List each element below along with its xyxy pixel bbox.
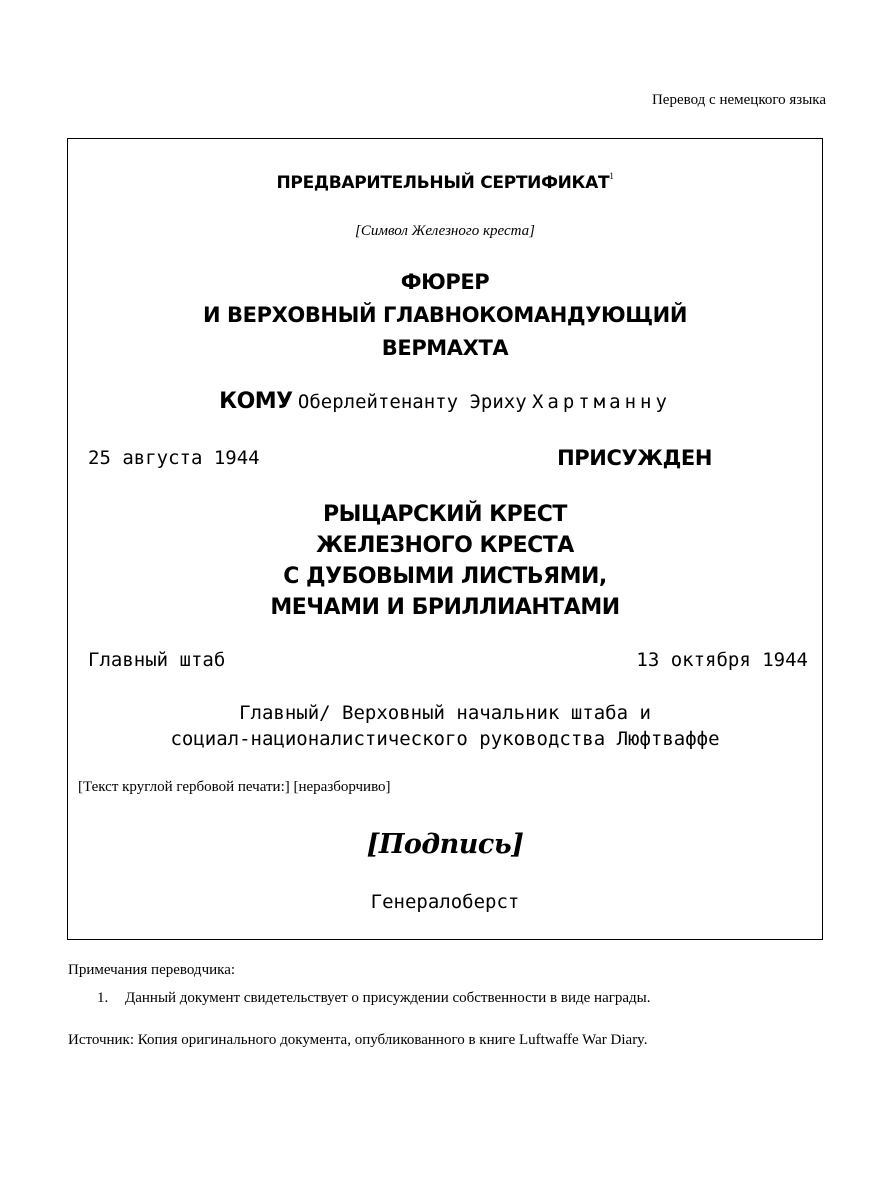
footnote-marker: 1 <box>609 171 614 181</box>
recipient-surname: Хартманну <box>531 391 671 413</box>
award-line: РЫЦАРСКИЙ КРЕСТ <box>323 502 567 527</box>
seal-text: [Текст круглой гербовой печати:] [неразборчиво] <box>78 779 391 795</box>
fuhrer-line: ФЮРЕР <box>400 270 490 294</box>
source-line: Источник: Копия оригинального документа, опубликованного в книге Luftwaffe War Diary. <box>68 1032 648 1048</box>
chief-line: Главный/ Верховный начальник штаба и <box>239 702 651 724</box>
notes-title: Примечания переводчика: <box>68 962 236 978</box>
award-name <box>68 499 822 623</box>
chief-line: социал-националистического руководства Люфтваффе <box>170 728 720 750</box>
translation-note: Перевод с немецкого языка <box>651 92 826 108</box>
award-line: МЕЧАМИ И БРИЛЛИАНТАМИ <box>270 595 620 620</box>
certificate-title: ПРЕДВАРИТЕЛЬНЫЙ СЕРТИФИКАТ$^1$ <box>276 171 614 193</box>
fuhrer-heading <box>68 266 822 365</box>
note-text: Данный документ свидетельствует о присуждении собственности в виде награды. <box>125 990 651 1006</box>
signature: [Подпись] <box>366 829 524 860</box>
award-date: 25 августа 1944 <box>88 447 260 469</box>
award-line: С ДУБОВЫМИ ЛИСТЬЯМИ, <box>283 564 607 589</box>
signer-rank: Генералоберст <box>370 891 520 913</box>
note-item <box>97 990 651 1007</box>
issue-date: 13 октября 1944 <box>636 649 808 671</box>
certificate-frame <box>67 138 823 940</box>
chief-of-staff-title <box>68 700 822 752</box>
awarded-label: ПРИСУЖДЕН <box>557 446 712 470</box>
iron-cross-symbol-note: [Символ Железного креста] <box>355 223 535 239</box>
fuhrer-line: ВЕРМАХТА <box>381 336 509 360</box>
note-number: 1. <box>97 990 109 1006</box>
recipient-name: Оберлейтенанту Эриху <box>297 391 527 413</box>
recipient-line <box>68 389 822 414</box>
fuhrer-line: И ВЕРХОВНЫЙ ГЛАВНОКОМАНДУЮЩИЙ <box>202 303 688 327</box>
recipient-label: КОМУ <box>219 389 293 414</box>
award-line: ЖЕЛЕЗНОГО КРЕСТА <box>316 533 574 558</box>
headquarters: Главный штаб <box>88 649 226 671</box>
